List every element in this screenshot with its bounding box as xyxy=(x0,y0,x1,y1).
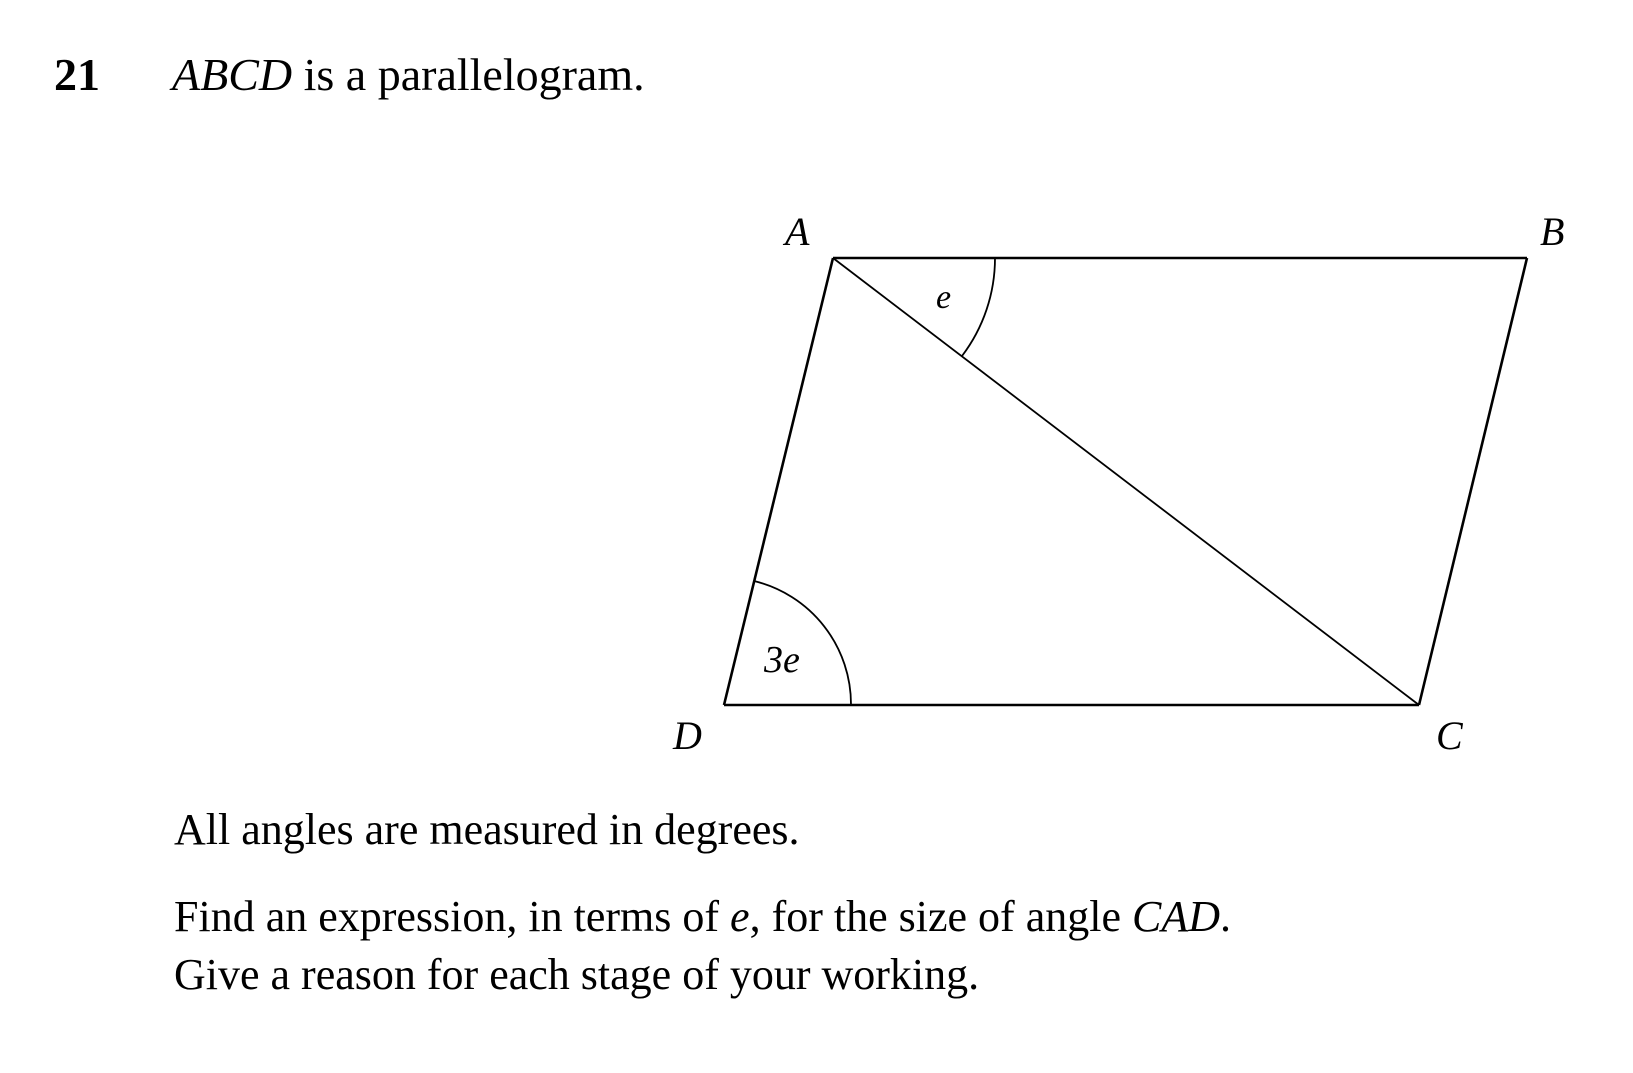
side-da xyxy=(724,258,833,705)
find-text-a: Find an expression, in terms of xyxy=(174,892,731,941)
angle-label-e: e xyxy=(936,279,952,316)
variable-e: e xyxy=(730,892,750,941)
question-number: 21 xyxy=(54,49,100,100)
instruction-give-reason: Give a reason for each stage of your working. xyxy=(174,950,980,999)
angle-arc-a xyxy=(962,258,995,356)
instruction-find-expression xyxy=(174,892,1231,941)
shape-name: ABCD xyxy=(172,49,293,100)
vertex-label-c: C xyxy=(1436,713,1463,758)
side-bc xyxy=(1419,258,1527,705)
vertex-label-b: B xyxy=(1540,209,1565,254)
angle-label-3e: 3e xyxy=(764,639,800,681)
instruction-angles-degrees: All angles are measured in degrees. xyxy=(174,805,800,854)
vertex-label-a: A xyxy=(785,209,810,254)
find-text-b: , for the size of angle xyxy=(749,892,1132,941)
find-text-c: . xyxy=(1219,892,1231,941)
vertex-label-d: D xyxy=(673,713,702,758)
diagonal-ac xyxy=(833,258,1419,705)
angle-name-cad: CAD xyxy=(1131,892,1220,941)
intro-rest: is a parallelogram. xyxy=(292,49,645,100)
